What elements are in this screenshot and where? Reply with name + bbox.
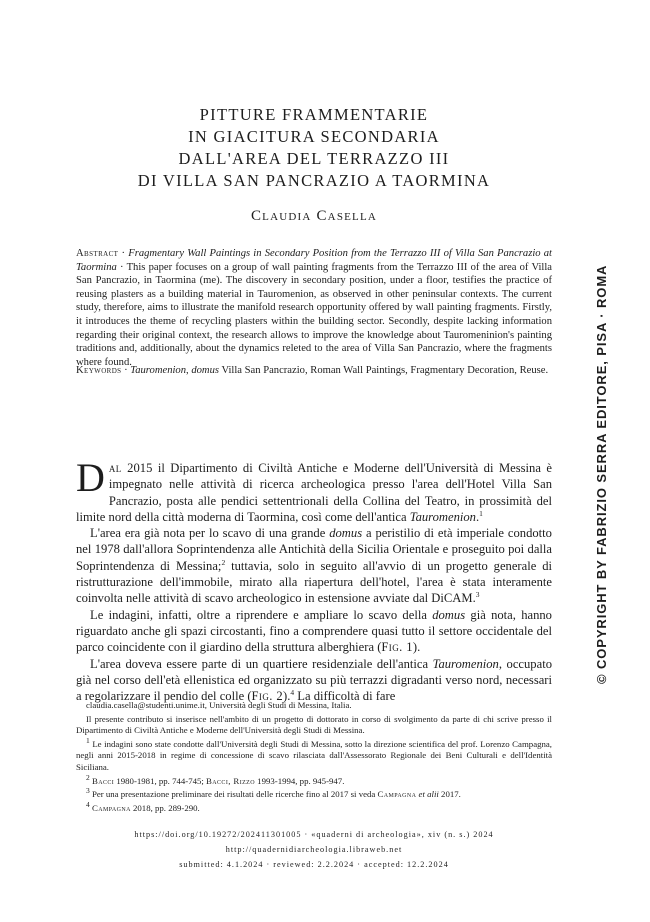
footnote-4-ref: Campagna (91, 802, 131, 813)
footnote-3-text: Per una presentazione preliminare dei risultati delle ricerche fino al 2017 si veda (91, 789, 378, 800)
paragraph-4 (76, 656, 552, 705)
footnote-ref-2[interactable]: 2 (221, 557, 226, 567)
footnote-1-number: 1 (86, 735, 90, 745)
abstract-separator: · (118, 248, 129, 259)
paragraph-3-b: già nota, hanno riguardato anche gli spazi circostanti, fino a comprendere quasi tutto il settore occidentale del parco coincidente con il giardino della struttura alberghiera ( (76, 607, 552, 655)
paragraph-2 (76, 525, 552, 606)
paragraph-2-b: a peristilio di età imperiale condotto nel 1978 dall'allora Soprintendenza alle Antichità della Sicilia Orientale e proseguito poi dalla Soprintendenza di Messina; (76, 526, 552, 573)
abstract (76, 247, 552, 369)
figure-ref-2[interactable]: Fig. 2 (251, 689, 284, 704)
paragraph-1-start: al (108, 461, 122, 475)
keywords-comma: , (186, 365, 192, 376)
paragraph-3-italic: domus (432, 607, 466, 622)
footnote-1 (76, 735, 552, 774)
body-text (76, 455, 552, 704)
author-email[interactable]: claudia.casella@studenti.unime.it, Università degli Studi di Messina, Italia. (86, 700, 352, 710)
copyright-text: © COPYRIGHT BY FABRIZIO SERRA EDITORE, PISA · ROMA (594, 264, 609, 684)
paragraph-1-text: 2015 il Dipartimento di Civiltà Antiche e Moderne dell'Università di Messina è impegnato nelle attività di ricerca archeologica presso l'area dell'Hotel Villa San Pancrazio, posta alle pendici settentrionali della Collina del Teatro, in prossimità del limite nord della città moderna di Taormina, così come dell'antica (76, 461, 552, 524)
submission-dates: submitted: 4.1.2024 · reviewed: 2.2.2024 · accepted: 12.2.2024 (179, 860, 449, 869)
paragraph-1-end: . (475, 509, 480, 524)
title-line-2: IN GIACITURA SECONDARIA (188, 127, 440, 146)
abstract-title: Fragmentary Wall Paintings in Secondary Position from the Terrazzo III of Villa San Pancrazio at Taormina (76, 248, 552, 273)
footnote-ref-3[interactable]: 3 (475, 590, 480, 600)
paragraph-2-italic: domus (329, 526, 363, 541)
title-line-1: PITTURE FRAMMENTARIE (199, 105, 429, 124)
copyright-notice (580, 212, 609, 684)
paragraph-4-d: La difficoltà di fare (294, 689, 396, 704)
footnote-intro: Il presente contributo si inserisce nell'ambito di un progetto di dottorato in corso di svolgimento da parte di chi scrive presso il Dipartimento di Civiltà Antiche e Moderne dell'Università degli Studi di Messina. (76, 713, 552, 736)
paragraph-1-italic: Tauromenion (409, 509, 476, 524)
footnote-ref-1[interactable]: 1 (479, 508, 483, 518)
paragraph-3-a: Le indagini, infatti, oltre a riprendere e ampliare lo scavo della (90, 607, 433, 622)
paragraph-4-c: ). (283, 689, 291, 704)
page-footer (76, 827, 552, 872)
footnotes (76, 700, 552, 816)
figure-ref-1[interactable]: Fig. 1 (381, 640, 413, 655)
paragraph-4-a: L'area doveva essere parte di un quartiere residenziale dell'antica (90, 656, 433, 671)
title-line-3: DALL'AREA DEL TERRAZZO III (178, 149, 450, 168)
footnote-3-ref: Campagna (377, 789, 417, 800)
paragraph-4-b: , occupato già nel corso dell'età ellenistica ed organizzato su più terrazzi digradanti verso nord, necessari a regolarizzare il pendio del colle ( (76, 656, 552, 704)
footnote-4 (76, 799, 552, 815)
footnote-3 (76, 786, 552, 801)
footnote-2-number: 2 (86, 772, 90, 782)
keywords-rest: Villa San Pancrazio, Roman Wall Paintings, Fragmentary Decoration, Reuse. (219, 365, 549, 376)
article-title (76, 104, 552, 192)
footnote-2-pages-b: 1993-1994, pp. 945-947. (254, 775, 345, 786)
paragraph-2-a: L'area era già nota per lo scavo di una grande (90, 526, 330, 541)
footnote-ref-4[interactable]: 4 (290, 687, 295, 697)
title-line-4: DI VILLA SAN PANCRAZIO A TAORMINA (137, 171, 491, 190)
footnote-2-ref-a: Bacci (91, 775, 115, 786)
author-name: Claudia Casella (250, 208, 378, 224)
abstract-label: Abstract (76, 248, 119, 259)
keywords (76, 364, 552, 378)
footnote-4-pages: 2018, pp. 289-290. (130, 802, 200, 813)
footnote-3-et-alii: et alii (416, 789, 439, 800)
keywords-label: Keywords (76, 365, 122, 376)
doi-line[interactable]: https://doi.org/10.19272/202411301005 · «quaderni di archeologia», xiv (n. s.) 2024 (134, 830, 494, 839)
drop-cap: D (76, 455, 105, 500)
paragraph-3-c: ). (412, 640, 421, 655)
footnote-3-year: 2017. (438, 789, 461, 800)
footnote-2-pages-a: 1980-1981, pp. 744-745; (114, 775, 207, 786)
footnote-2 (76, 772, 552, 788)
journal-url[interactable]: http://quadernidiarcheologia.libraweb.net (225, 845, 403, 854)
footnote-3-number: 3 (86, 786, 90, 796)
keyword-tauromenion: Tauromenion (130, 365, 187, 376)
paragraph-2-c: tuttavia, solo in seguito all'avvio di un progetto generale di ristrutturazione dell'immobile, mirato alla riapertura dell'hotel, l'area è stata interamente coinvolta nelle attività di scavo archeologico in estensione avviate dal DiCAM. (76, 558, 552, 606)
author-affiliation (76, 700, 552, 712)
keywords-separator: · (121, 365, 131, 376)
footnote-2-ref-b: Bacci, Rizzo (206, 775, 255, 786)
abstract-text: · This paper focuses on a group of wall painting fragments from the Terrazzo III of the area of Villa San Pancrazio, in Taormina (me). The discovery in secondary position, under a floor, testifies the practice of reusing plasters as a building material in Tauromenion, as observed in other peninsular contexts. The current study, therefore, aims to illustrate the manifold research opportunity offered by wall painting fragments. Firstly, it introduces the theme of recycling plasters within the building sector. Secondly, despite lacking information regarding their original context, the research allows to improve the knowledge about Tauromeninion's painting traditions and, additionally, about the dynamics releted to the area of Villa San Pancrazio, where the fragments where found. (76, 261, 552, 368)
keyword-domus: domus (191, 365, 219, 376)
footnote-4-number: 4 (86, 799, 90, 809)
paragraph-1 (76, 455, 552, 525)
footnote-1-text: Le indagini sono state condotte dall'Università degli Studi di Messina, sotto la direzione scientifica del prof. Lorenzo Campagna, negli anni 2015-2018 in regime di concessione di scavo rilasciata dall'Assessorato Regionale dei Beni Culturali e dell'Identità Siciliana. (76, 738, 552, 772)
paragraph-4-italic: Tauromenion (432, 656, 499, 671)
paragraph-3 (76, 607, 552, 656)
